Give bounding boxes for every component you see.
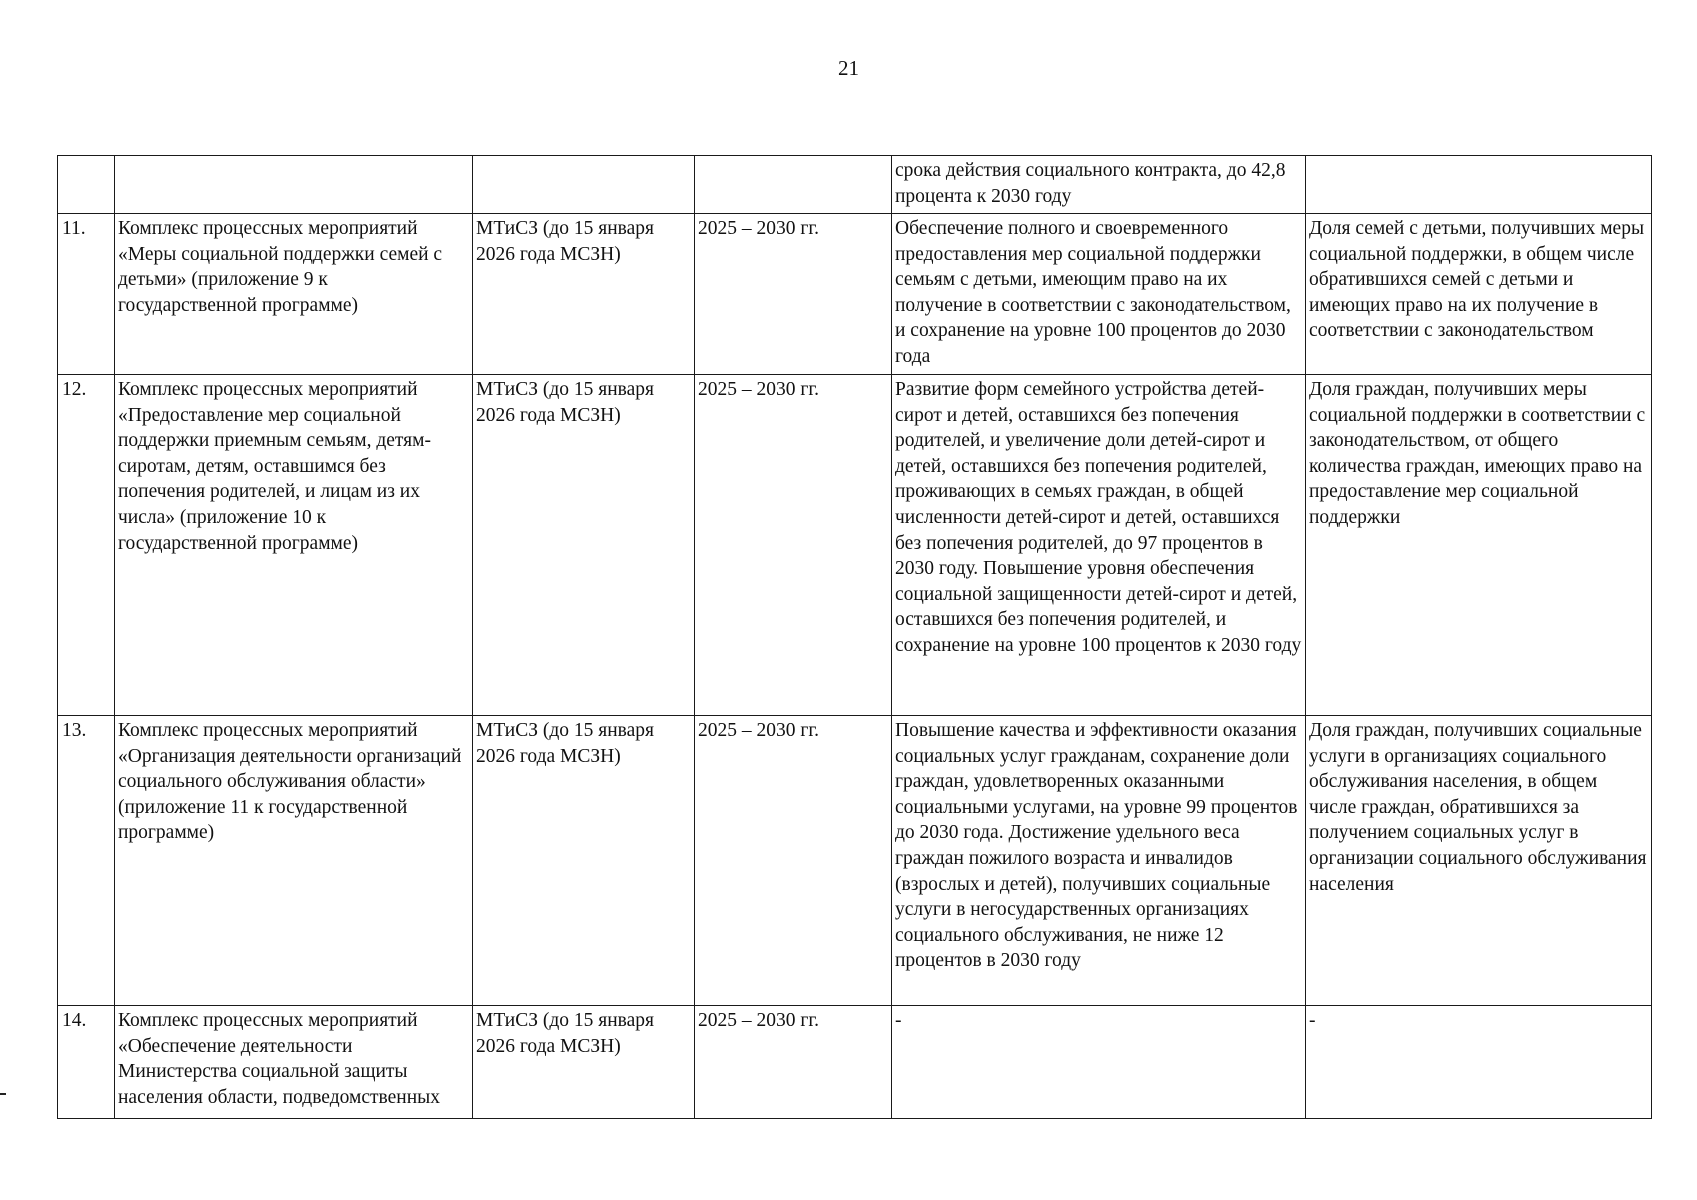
implementation-period: 2025 – 2030 гг.: [695, 214, 892, 375]
measure-name: Комплекс процессных мероприятий «Организация деятельности организаций социального обслуживания области» (приложение 11 к государственной программе): [115, 716, 473, 1006]
implementation-period: 2025 – 2030 гг.: [695, 375, 892, 716]
responsible-executor: МТиСЗ (до 15 января 2026 года МСЗН): [473, 214, 695, 375]
responsible-executor: МТиСЗ (до 15 января 2026 года МСЗН): [473, 375, 695, 716]
indicator: Доля граждан, получивших меры социальной поддержки в соответствии с законодательством, от общего количества граждан, имеющих право на предоставление мер социальной поддержки: [1306, 375, 1652, 716]
responsible-executor: МТиСЗ (до 15 января 2026 года МСЗН): [473, 716, 695, 1006]
measure-name: Комплекс процессных мероприятий «Обеспечение деятельности Министерства социальной защиты населения области, подведомственных: [115, 1006, 473, 1119]
table-row: [58, 716, 1652, 1006]
table-row: [58, 214, 1652, 375]
margin-mark: [0, 1093, 6, 1095]
row-number: 14.: [58, 1006, 115, 1119]
expected-result: Повышение качества и эффективности оказания социальных услуг гражданам, сохранение доли граждан, удовлетворенных оказанными социальными услугами, на уровне 99 процентов до 2030 года. Достижение удельного веса граждан пожилого возраста и инвалидов (взрослых и детей), получивших социальные услуги в негосударственных организациях социального обслуживания, не ниже 12 процентов в 2030 году: [892, 716, 1306, 1006]
table-row: [58, 156, 1652, 214]
implementation-period: [695, 156, 892, 214]
indicator: [1306, 156, 1652, 214]
expected-result: -: [892, 1006, 1306, 1119]
implementation-period: 2025 – 2030 гг.: [695, 1006, 892, 1119]
expected-result: Развитие форм семейного устройства детей-сирот и детей, оставшихся без попечения родителей, и увеличение доли детей-сирот и детей, оставшихся без попечения родителей, проживающих в семьях граждан, в общей численности детей-сирот и детей, оставшихся без попечения родителей, до 97 процентов в 2030 году. Повышение уровня обеспечения социальной защищенности детей-сирот и детей, оставшихся без попечения родителей, и сохранение на уровне 100 процентов к 2030 году: [892, 375, 1306, 716]
indicator: Доля семей с детьми, получивших меры социальной поддержки, в общем числе обратившихся семей с детьми и имеющих право на их получение в соответствии с законодательством: [1306, 214, 1652, 375]
expected-result: срока действия социального контракта, до 42,8 процента к 2030 году: [892, 156, 1306, 214]
responsible-executor: МТиСЗ (до 15 января 2026 года МСЗН): [473, 1006, 695, 1119]
row-number: 12.: [58, 375, 115, 716]
table-row: [58, 375, 1652, 716]
measure-name: Комплекс процессных мероприятий «Предоставление мер социальной поддержки приемным семьям, детям-сиротам, детям, оставшимся без попечения родителей, и лицам из их числа» (приложение 10 к государственной программе): [115, 375, 473, 716]
measures-table: [57, 155, 1652, 1119]
row-number: 13.: [58, 716, 115, 1006]
implementation-period: 2025 – 2030 гг.: [695, 716, 892, 1006]
indicator: Доля граждан, получивших социальные услуги в организациях социального обслуживания населения, в общем числе граждан, обратившихся за получением социальных услуг в организации социального обслуживания населения: [1306, 716, 1652, 1006]
measure-name: [115, 156, 473, 214]
measure-name: Комплекс процессных мероприятий «Меры социальной поддержки семей с детьми» (приложение 9 к государственной программе): [115, 214, 473, 375]
row-number: 11.: [58, 214, 115, 375]
responsible-executor: [473, 156, 695, 214]
expected-result: Обеспечение полного и своевременного предоставления мер социальной поддержки семьям с детьми, имеющим право на их получение в соответствии с законодательством, и сохранение на уровне 100 процентов до 2030 года: [892, 214, 1306, 375]
row-number: [58, 156, 115, 214]
table-row: [58, 1006, 1652, 1119]
indicator: -: [1306, 1006, 1652, 1119]
page-number: 21: [838, 56, 859, 80]
